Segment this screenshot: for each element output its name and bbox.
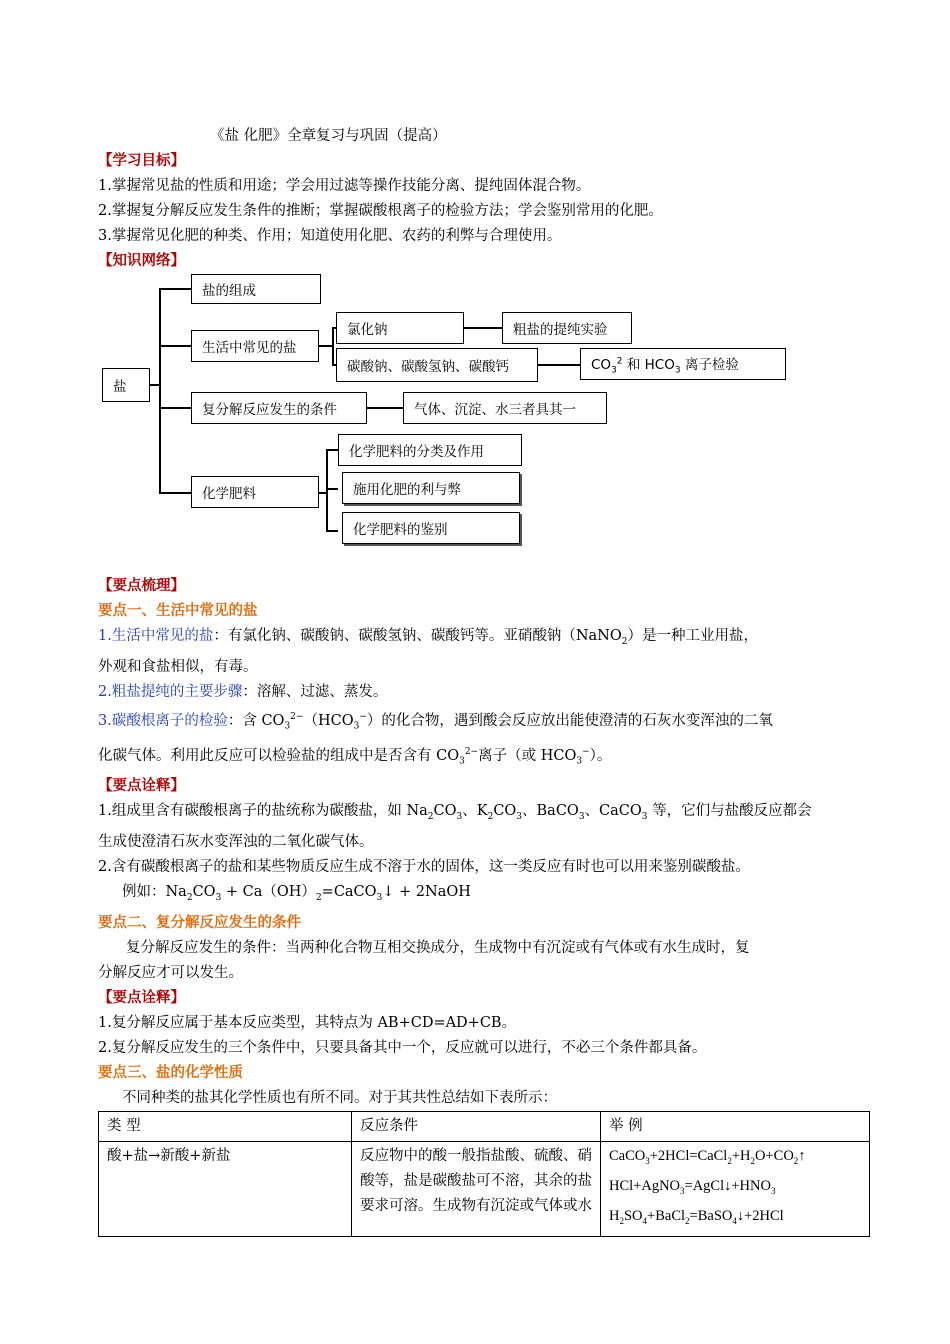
node-fertilizer-identification: 化学肥料的鉴别 [342, 512, 520, 544]
example-3: $H_2SO_4+BaCl_2=BaSO_4↓+2HCl$ [609, 1207, 784, 1226]
node-fertilizer-classification: 化学肥料的分类及作用 [338, 434, 522, 466]
ion-test-text: $CO_3^2$ 和 $HCO_3$ 离子检验 [591, 356, 739, 376]
goal-item: 1.掌握常见盐的性质和用途；学会用过滤等操作技能分离、提纯固体混合物。 [98, 178, 591, 194]
table-cell-condition: 反应物中的酸一般指盐酸、硫酸、硝酸等，盐是碳酸盐可不溶，其余的盐要求可溶。生成物有沉淀或气体或水 [352, 1142, 601, 1237]
node-three-conditions: 气体、沉淀、水三者具其一 [403, 392, 607, 424]
point-1-1-cont: 外观和食盐相似，有毒。 [98, 658, 258, 675]
network-heading: 【知识网络】 [98, 253, 185, 269]
goal-item: 2.掌握复分解反应发生条件的推断；掌握碳酸根离子的检验方法；学会鉴别常用的化肥。 [98, 203, 663, 219]
point-1-3: 3.碳酸根离子的检验：含 $CO_3^{2-}(HCO_3^-)$的化合物，遇到酸会反应放出能使澄清的石灰水变浑浊的二氧 [98, 711, 773, 732]
node-nacl: 氯化钠 [336, 312, 464, 344]
table-cell-examples [601, 1142, 870, 1237]
document-page [98, 124, 870, 1237]
goals-heading: 【学习目标】 [98, 153, 185, 169]
table-header-row [99, 1112, 870, 1142]
example-2: $HCl+AgNO_3=AgCl↓+HNO_3$ [609, 1178, 776, 1196]
node-fertilizer-pros-cons: 施用化肥的利与弊 [342, 472, 520, 504]
table-header-cell: 反应条件 [352, 1112, 601, 1142]
node-composition: 盐的组成 [191, 274, 321, 304]
note-1-heading: 【要点诠释】 [98, 778, 185, 795]
note-1-2: 2.含有碳酸根离子的盐和某些物质反应生成不溶于水的固体，这一类反应有时也可以用来鉴别碳酸盐。 [98, 859, 750, 876]
node-purification: 粗盐的提纯实验 [502, 312, 632, 344]
goal-item: 3.掌握常见化肥的种类、作用；知道使用化肥、农药的利弊与合理使用。 [98, 228, 562, 244]
note-2-1: 1.复分解反应属于基本反应类型，其特点为 AB+CD=AD+CB。 [98, 1015, 517, 1032]
table-header-cell: 类 型 [99, 1112, 352, 1142]
point-3-title: 要点三、盐的化学性质 [98, 1065, 243, 1082]
page-title: 《盐 化肥》全章复习与巩固（提高） [210, 128, 447, 144]
note-2-heading: 【要点诠释】 [98, 990, 185, 1007]
knowledge-network-diagram [98, 274, 870, 574]
table-row [99, 1142, 870, 1237]
point-2-cont: 分解反应才可以发生。 [98, 965, 243, 982]
point-1-1: 1.生活中常见的盐：有氯化钠、碳酸钠、碳酸氢钠、碳酸钙等。亚硝酸钠（NaNO$_2$）是一种工业用盐， [98, 628, 758, 647]
example-equation: 例如：$Na_2CO_3$ + $Ca(OH)_2=CaCO_3↓$ + 2NaOH [122, 884, 471, 904]
point-1-2: 2.粗盐提纯的主要步骤：溶解、过滤、蒸发。 [98, 683, 388, 700]
point-2-title: 要点二、复分解反应发生的条件 [98, 915, 301, 932]
point-3-text: 不同种类的盐其化学性质也有所不同。对于其共性总结如下表所示： [122, 1090, 557, 1107]
example-1: $CaCO_3+2HCl=CaCl_2+H_2O+CO_2↑$ [609, 1148, 806, 1166]
node-carbonates: 碳酸钠、碳酸氢钠、碳酸钙 [336, 348, 538, 382]
point-1-title: 要点一、生活中常见的盐 [98, 603, 258, 619]
note-1-1-cont: 生成使澄清石灰水变浑浊的二氧化碳气体。 [98, 834, 374, 851]
node-salt: 盐 [102, 368, 150, 402]
points-heading: 【要点梳理】 [98, 578, 185, 594]
table-header-cell: 举 例 [601, 1112, 870, 1142]
node-ion-test [580, 348, 786, 380]
node-double-decomposition: 复分解反应发生的条件 [191, 392, 367, 424]
table-cell-type: 酸+盐→新酸+新盐 [99, 1142, 352, 1237]
salt-properties-table [98, 1111, 870, 1237]
note-1-1: 1.组成里含有碳酸根离子的盐统称为碳酸盐，如 $Na_2CO_3$、$K_2CO_3$、BaCO$_3$、CaCO$_3$ 等，它们与盐酸反应都会 [98, 803, 812, 823]
node-fertilizer: 化学肥料 [191, 476, 319, 508]
point-2-text: 复分解反应发生的条件：当两种化合物互相交换成分，生成物中有沉淀或有气体或有水生成时，复 [126, 940, 750, 957]
node-common-salts: 生活中常见的盐 [191, 330, 319, 362]
point-1-3-cont: 化碳气体。利用此反应可以检验盐的组成中是否含有 $CO_3^{2-}$离子（或 $HCO_3^-$）。 [98, 746, 612, 767]
note-2-2: 2.复分解反应发生的三个条件中，只要具备其中一个，反应就可以进行，不必三个条件都具备。 [98, 1040, 707, 1057]
